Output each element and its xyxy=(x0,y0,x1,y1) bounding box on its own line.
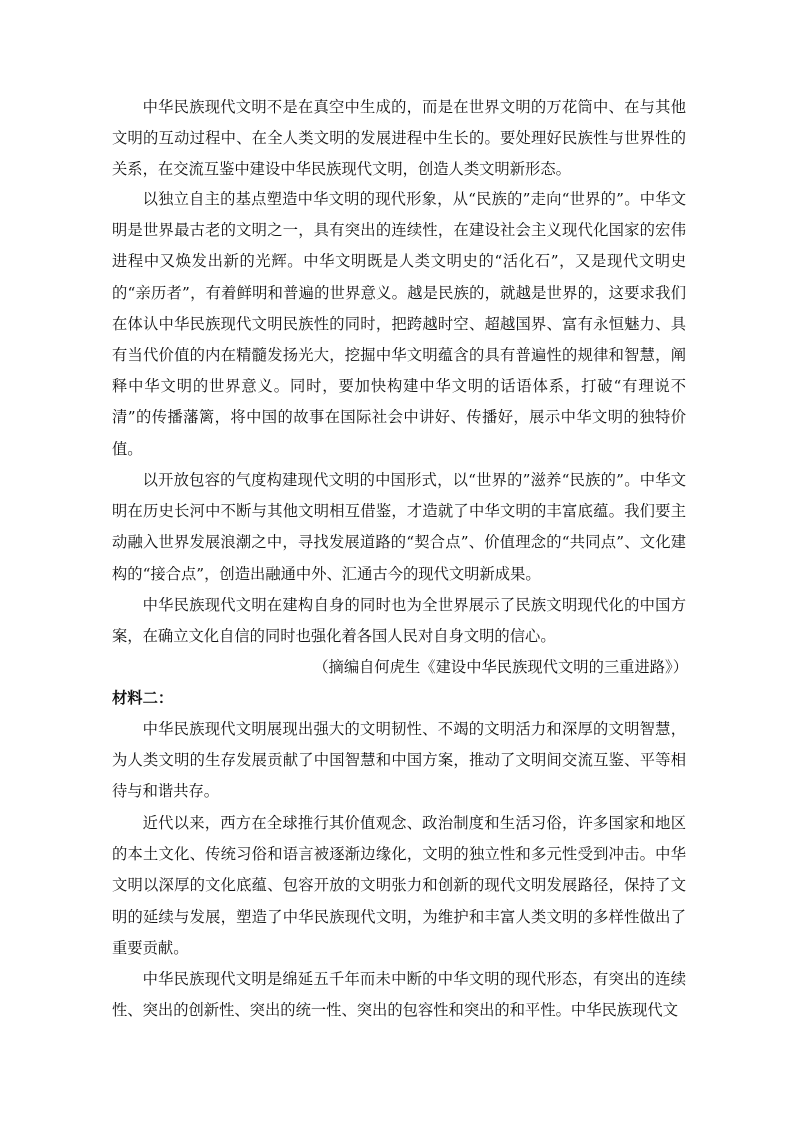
paragraph: 以独立自主的基点塑造中华文明的现代形象，从“民族的”走向“世界的”。中华文明是世界最古老的文明之一，具有突出的连续性，在建设社会主义现代化国家的宏伟进程中又焕发出新的光辉。中华文明既是人类文明史的“活化石”，又是现代文明史的“亲历者”，有着鲜明和普遍的世界意义。越是民族的，就越是世界的，这要求我们在体认中华民族现代文明民族性的同时，把跨越时空、超越国界、富有永恒魅力、具有当代价值的内在精髓发扬光大，挖掘中华文明蕴含的具有普遍性的规律和智慧，阐释中华文明的世界意义。同时，要加快构建中华文明的话语体系，打破“有理说不清”的传播藩篱，将中国的故事在国际社会中讲好、传播好，展示中华文明的独特价值。 xyxy=(112,190,686,458)
section-heading: 材料二： xyxy=(112,689,174,707)
paragraph: 中华民族现代文明不是在真空中生成的，而是在世界文明的万花筒中、在与其他文明的互动过程中、在全人类文明的发展进程中生长的。要处理好民族性与世界性的关系，在交流互鉴中建设中华民族现代文明，创造人类文明新形态。 xyxy=(112,98,686,179)
paragraph: 中华民族现代文明展现出强大的文明韧性、不竭的文明活力和深厚的文明智慧，为人类文明的生存发展贡献了中国智慧和中国方案，推动了文明间交流互鉴、平等相待与和谐共存。 xyxy=(112,720,686,801)
source-citation: （摘编自何虎生《建设中华民族现代文明的三重进路》） xyxy=(313,658,688,676)
paragraph: 以开放包容的气度构建现代文明的中国形式，以“世界的”滋养“民族的”。中华文明在历史长河中不断与其他文明相互借鉴，才造就了中华文明的丰富底蕴。我们要主动融入世界发展浪潮之中，寻找发展道路的“契合点”、价值理念的“共同点”、文化建构的“接合点”，创造出融通中外、汇通古今的现代文明新成果。 xyxy=(112,471,686,583)
paragraph: 中华民族现代文明是绵延五千年而未中断的中华文明的现代形态，有突出的连续性、突出的创新性、突出的统一性、突出的包容性和突出的和平性。中华民族现代文 xyxy=(112,970,686,1020)
paragraph: 近代以来，西方在全球推行其价值观念、政治制度和生活习俗，许多国家和地区的本土文化、传统习俗和语言被逐渐边缘化，文明的独立性和多元性受到冲击。中华文明以深厚的文化底蕴、包容开放的文明张力和创新的现代文明发展路径，保持了文明的延续与发展，塑造了中华民族现代文明，为维护和丰富人类文明的多样性做出了重要贡献。 xyxy=(112,814,686,957)
paragraph: 中华民族现代文明在建构自身的同时也为全世界展示了民族文明现代化的中国方案，在确立文化自信的同时也强化着各国人民对自身文明的信心。 xyxy=(112,596,686,646)
